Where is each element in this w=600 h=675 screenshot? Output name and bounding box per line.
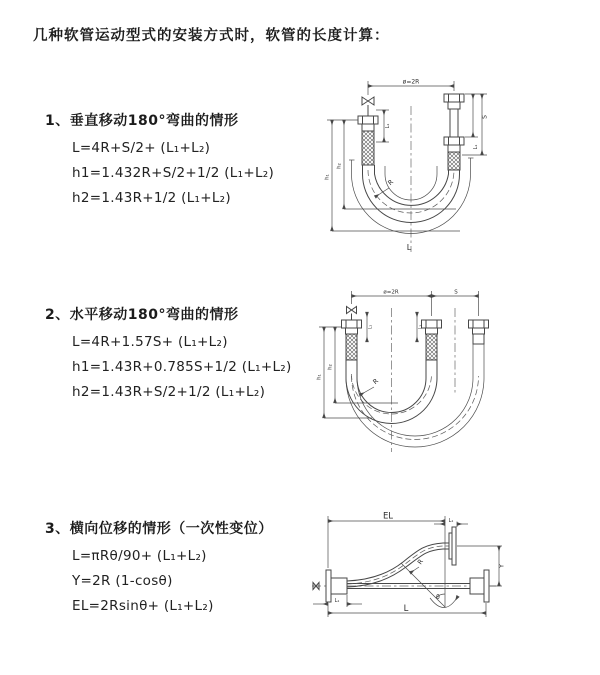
- dim-label-radius: R: [386, 177, 396, 187]
- dimension-diameter: [352, 290, 479, 317]
- dimension-l1-left: [376, 110, 391, 142]
- dim-label-s: S: [481, 115, 489, 119]
- dim-label-l: L: [403, 604, 409, 614]
- section-horizontal-movement: [45, 305, 325, 405]
- hose-u-bend-position2: [346, 344, 484, 447]
- braided-hose-section: [448, 152, 460, 170]
- dim-label-h1: h₁: [324, 174, 331, 180]
- formula-list: [45, 136, 325, 211]
- formula-line: Y=2R (1-cosθ): [72, 573, 173, 589]
- section-lateral-displacement: [45, 519, 325, 619]
- left-pipe-fitting: [342, 320, 362, 360]
- diagram-vertical-u-bend: [310, 70, 600, 265]
- middle-pipe-fitting: [422, 320, 442, 360]
- dimension-l1-b: [417, 312, 424, 342]
- section-heading: 1、垂直移动180°弯曲的情形: [45, 113, 239, 129]
- displaced-hose: [347, 527, 456, 587]
- dim-label-diameter: ø=2R: [383, 289, 399, 296]
- dim-label-radius: R: [371, 376, 381, 386]
- formula-line: h2=1.43R+1/2 (L₁+L₂): [72, 190, 231, 206]
- dimension-diameter: [368, 79, 454, 96]
- dimension-l1-a: [367, 312, 374, 342]
- section-heading: 2、水平移动180°弯曲的情形: [45, 307, 239, 323]
- diagram-horizontal-u-bend: [310, 282, 600, 462]
- dimension-l: [328, 603, 486, 617]
- dim-label-s: S: [454, 289, 458, 296]
- formula-list: [45, 330, 325, 405]
- diagram-lateral-displacement: [300, 500, 600, 655]
- formula-line: L=4R+1.57S+ (L₁+L₂): [72, 334, 228, 350]
- dim-label-h1: h₁: [316, 374, 323, 380]
- formula-list: [45, 544, 325, 619]
- dimension-l1-top: [434, 518, 468, 527]
- right-pipe-fitting: [469, 320, 489, 344]
- formula-line: L=4R+S/2+ (L₁+L₂): [72, 140, 211, 156]
- dim-label-l1: L₁: [334, 598, 340, 604]
- dimension-l1-bottom: [313, 595, 362, 607]
- formula-line: h1=1.43R+0.785S+1/2 (L₁+L₂): [72, 359, 292, 375]
- braided-hose-section: [362, 131, 374, 165]
- dim-label-l1: L₁: [473, 144, 479, 150]
- formula-line: h2=1.43R+S/2+1/2 (L₁+L₂): [72, 384, 266, 400]
- dim-label-l1: L₁: [418, 324, 424, 330]
- braided-hose-section: [426, 334, 437, 360]
- section-vertical-movement: [45, 111, 325, 211]
- formula-line: h1=1.432R+S/2+1/2 (L₁+L₂): [72, 165, 275, 181]
- dim-label-radius: R: [415, 557, 425, 567]
- dimension-s: [462, 94, 489, 155]
- dim-label-el: EL: [382, 511, 394, 522]
- left-pipe-fitting: [358, 116, 378, 165]
- formula-line: L=πRθ/90+ (L₁+L₂): [72, 548, 207, 564]
- braided-hose-section: [346, 334, 357, 360]
- page-title: 几种软管运动型式的安装方式时，软管的长度计算：: [33, 28, 390, 44]
- dim-label-diameter: ø=2R: [402, 78, 420, 86]
- dim-label-h2: h₂: [327, 364, 334, 370]
- dim-label-l1: L₁: [368, 324, 374, 330]
- dim-label-theta: θ: [436, 594, 440, 601]
- dimension-h: [325, 120, 461, 231]
- dim-label-l: L: [406, 243, 412, 252]
- formula-line: EL=2Rsinθ+ (L₁+L₂): [72, 598, 214, 614]
- valve-icon: [347, 307, 357, 314]
- dim-label-l1: L₁: [448, 518, 454, 524]
- dim-label-y: Y: [497, 564, 506, 568]
- dimension-radius: [360, 377, 380, 395]
- dim-label-l1: L₁: [385, 123, 391, 129]
- valve-icon: [362, 97, 374, 105]
- section-heading: 3、横向位移的情形（一次性变位）: [45, 521, 273, 537]
- dim-label-h2: h₂: [336, 163, 343, 169]
- right-pipe-fitting: [444, 94, 464, 170]
